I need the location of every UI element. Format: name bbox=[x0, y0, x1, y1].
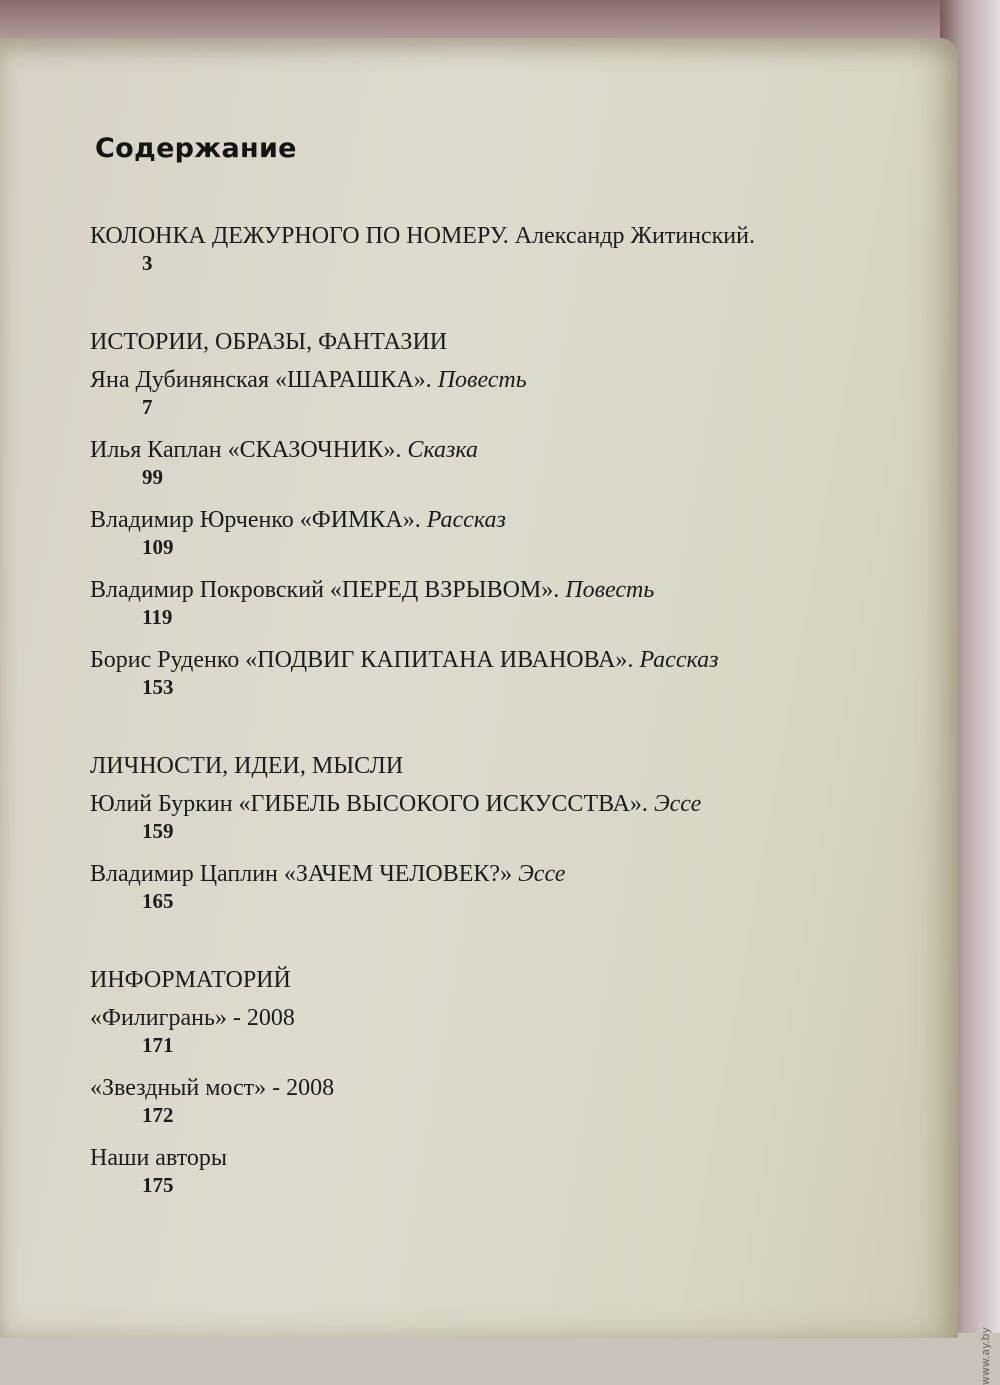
entry-page-number: 165 bbox=[142, 889, 174, 913]
entry-genre: Эссе bbox=[518, 861, 566, 887]
toc-entry bbox=[90, 365, 910, 419]
toc-entry bbox=[90, 435, 910, 489]
toc-section-personalities bbox=[90, 751, 910, 913]
entry-page-number: 171 bbox=[142, 1033, 174, 1057]
entry-page-number: 3 bbox=[142, 251, 153, 275]
entry-page-number: 7 bbox=[142, 395, 153, 419]
entry-page-number: 119 bbox=[142, 605, 173, 629]
toc-entry bbox=[90, 1073, 910, 1127]
toc-section-stories bbox=[90, 327, 910, 699]
section-heading: ЛИЧНОСТИ, ИДЕИ, МЫСЛИ bbox=[90, 753, 404, 779]
entry-title: Наши авторы bbox=[90, 1145, 227, 1171]
entry-title: Борис Руденко «ПОДВИГ КАПИТАНА ИВАНОВА». bbox=[90, 647, 634, 673]
entry-title: Владимир Цаплин «ЗАЧЕМ ЧЕЛОВЕК?» bbox=[90, 861, 513, 887]
entry-title: Владимир Юрченко «ФИМКА». bbox=[90, 507, 421, 533]
toc-entry bbox=[90, 1003, 910, 1057]
entry-genre: Эссе bbox=[653, 791, 702, 817]
entry-genre: Рассказ bbox=[426, 507, 506, 533]
entry-page-number: 99 bbox=[142, 465, 163, 489]
section-heading: ИСТОРИИ, ОБРАЗЫ, ФАНТАЗИИ bbox=[90, 329, 448, 355]
toc-section-intro bbox=[90, 221, 910, 275]
section-heading: ИНФОРМАТОРИЙ bbox=[90, 967, 291, 993]
entry-title: «Филигрань» - 2008 bbox=[90, 1005, 295, 1031]
entry-genre: Рассказ bbox=[639, 647, 719, 673]
entry-title: Яна Дубинянская «ШАРАШКА». bbox=[90, 367, 432, 393]
toc-entry bbox=[90, 645, 910, 699]
page-title: Содержание bbox=[95, 133, 297, 164]
entry-title: Илья Каплан «СКАЗОЧНИК». bbox=[90, 437, 402, 463]
entry-page-number: 175 bbox=[142, 1173, 174, 1197]
entry-page-number: 153 bbox=[142, 675, 174, 699]
entry-page-number: 172 bbox=[142, 1103, 174, 1127]
entry-title: Владимир Покровский «ПЕРЕД ВЗРЫВОМ». bbox=[90, 577, 560, 603]
toc-entry bbox=[90, 1143, 910, 1197]
entry-page-number: 159 bbox=[142, 819, 174, 843]
entry-title: КОЛОНКА ДЕЖУРНОГО ПО НОМЕРУ. Александр Житинский. bbox=[90, 223, 755, 249]
toc-entry bbox=[90, 505, 910, 559]
book-page bbox=[0, 38, 958, 1338]
entry-title: «Звездный мост» - 2008 bbox=[90, 1075, 335, 1101]
entry-page-number: 109 bbox=[142, 535, 174, 559]
toc-section-informatory bbox=[90, 965, 910, 1197]
entry-genre: Сказка bbox=[407, 437, 479, 463]
toc-entry bbox=[90, 575, 910, 629]
toc-list bbox=[90, 221, 910, 1239]
toc-entry bbox=[90, 789, 910, 843]
book-cover-top-edge bbox=[0, 0, 1000, 40]
toc-entry bbox=[90, 859, 910, 913]
entry-title: Юлий Буркин «ГИБЕЛЬ ВЫСОКОГО ИСКУССТВА». bbox=[90, 791, 648, 817]
toc-entry bbox=[90, 221, 910, 275]
entry-genre: Повесть bbox=[437, 367, 527, 393]
watermark: www.ay.by bbox=[979, 1327, 992, 1385]
entry-genre: Повесть bbox=[565, 577, 655, 603]
